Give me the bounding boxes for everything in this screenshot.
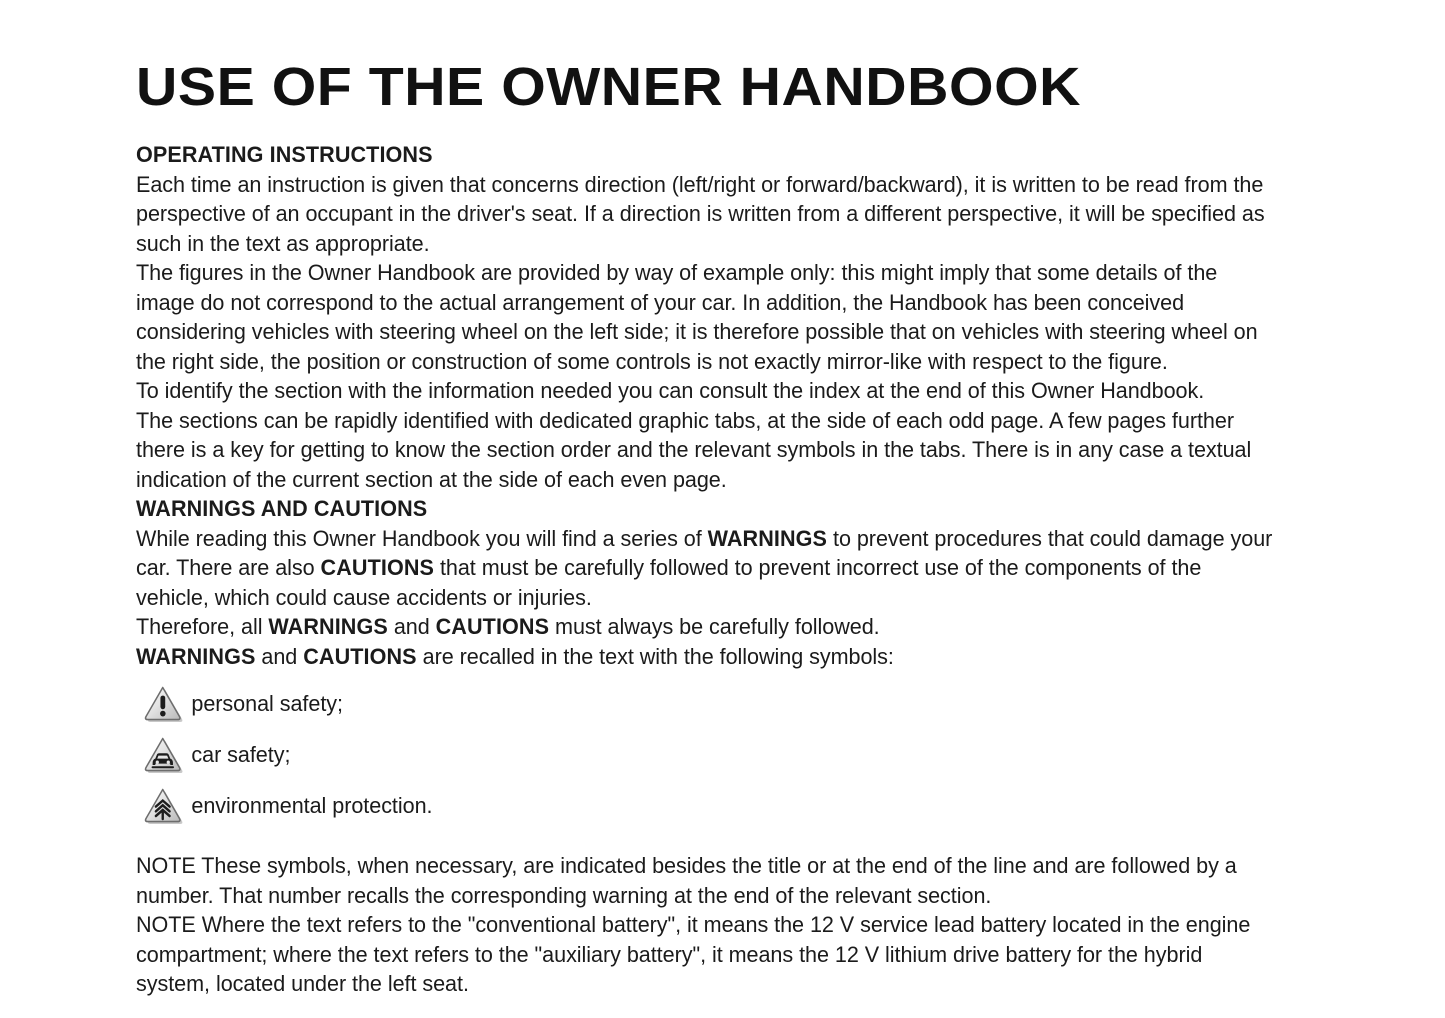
text-fragment: While reading this Owner Handbook you will find a series of: [136, 525, 708, 551]
bold-cautions: CAUTIONS: [320, 555, 435, 580]
paragraph-index: To identify the section with the information needed you can consult the index at the end of this Owner Handbook.: [136, 378, 1205, 403]
section-heading-warnings-and-cautions: WARNINGS AND CAUTIONS: [136, 496, 428, 521]
symbol-legend-list: [136, 679, 1274, 831]
paragraph-therefore: [136, 612, 1274, 642]
warning-triangle-exclamation-icon: [136, 680, 188, 728]
notes-block: [136, 851, 1274, 999]
symbol-legend-item-car-safety: [136, 730, 1274, 780]
paragraph-recalled-symbols: [136, 642, 1274, 672]
note-symbols: NOTE These symbols, when necessary, are indicated besides the title or at the end of the line and are followed by a number. That number recalls the corresponding warning at the end of the relevant section.: [136, 853, 1237, 908]
text-fragment: must always be carefully followed.: [549, 614, 880, 639]
page-title: USE OF THE OWNER HANDBOOK: [136, 57, 1082, 117]
symbol-legend-label: personal safety;: [191, 691, 343, 717]
text-fragment: and: [387, 614, 436, 639]
symbol-legend-label: environmental protection.: [191, 793, 433, 819]
symbol-legend-item-environmental-protection: [136, 781, 1274, 831]
note-batteries: NOTE Where the text refers to the "conventional battery", it means the 12 V service lead battery located in the engine compartment; where the text refers to the "auxiliary battery", it means the 12 V lithium drive battery for the hybrid system, located under the left seat.: [136, 912, 1251, 996]
text-fragment: are recalled in the text with the following symbols:: [416, 643, 894, 669]
bold-cautions: CAUTIONS: [303, 643, 417, 669]
bold-warnings: WARNINGS: [268, 614, 388, 639]
paragraph-perspective: Each time an instruction is given that concerns direction (left/right or forward/backward), it is written to be read from the perspective of an occupant in the driver's seat. If a direction is written from a different perspective, it will be specified as such in the text as appropriate.: [136, 171, 1265, 256]
paragraph-warnings-intro: [136, 524, 1274, 613]
warning-triangle-car-icon: [136, 731, 188, 779]
warning-triangle-tree-icon: [136, 782, 188, 830]
symbol-legend-item-personal-safety: [136, 679, 1274, 729]
text-fragment: that must be carefully followed to prevent incorrect use of the components of the vehicle, which could cause accidents or injuries.: [136, 555, 1202, 610]
text-fragment: Therefore, all: [136, 614, 269, 639]
section-heading-operating-instructions: OPERATING INSTRUCTIONS: [136, 142, 433, 167]
body-content: [136, 140, 1274, 999]
bold-warnings: WARNINGS: [136, 643, 256, 669]
paragraph-sections-tabs: The sections can be rapidly identified with dedicated graphic tabs, at the side of each odd page. A few pages further there is a key for getting to know the section order and the relevant symbols in the tabs. There is in any case a textual indication of the current section at the side of each even page.: [136, 407, 1252, 492]
bold-warnings: WARNINGS: [707, 525, 828, 551]
bold-cautions: CAUTIONS: [435, 614, 550, 639]
text-fragment: and: [255, 643, 304, 669]
symbol-legend-label: car safety;: [191, 742, 291, 768]
paragraph-figures: The figures in the Owner Handbook are provided by way of example only: this might imply that some details of the image do not correspond to the actual arrangement of your car. In addition, the Handbook has been conceived considering vehicles with steering wheel on the left side; it is therefore possible that on vehicles with steering wheel on the right side, the position or construction of some controls is not exactly mirror-like with respect to the figure.: [136, 260, 1258, 374]
text-fragment: to prevent procedures that could damage your car. There are also: [136, 525, 1273, 580]
